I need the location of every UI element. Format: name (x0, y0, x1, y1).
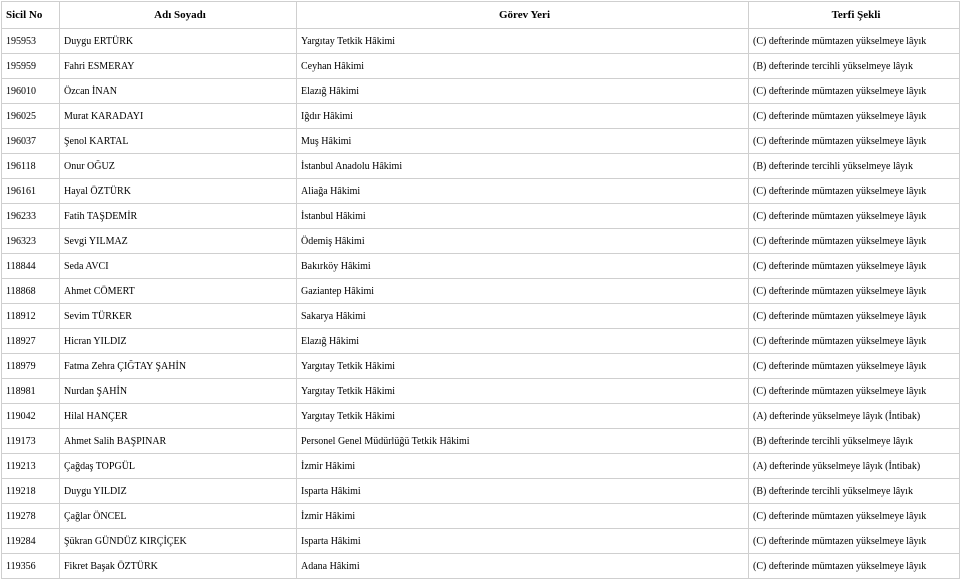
cell-gorev-yeri: İstanbul Anadolu Hâkimi (297, 154, 749, 179)
cell-terfi-sekli: (C) defterinde mümtazen yükselmeye lâyık (749, 179, 960, 204)
table-row (2, 304, 960, 329)
table-row (2, 504, 960, 529)
cell-adi-soyadi: Ahmet Salih BAŞPINAR (60, 429, 297, 454)
table-row (2, 29, 960, 54)
cell-adi-soyadi: Hicran YILDIZ (60, 329, 297, 354)
cell-adi-soyadi: Seda AVCI (60, 254, 297, 279)
cell-adi-soyadi: Fikret Başak ÖZTÜRK (60, 554, 297, 579)
cell-sicil-no: 196037 (2, 129, 60, 154)
cell-adi-soyadi: Duygu YILDIZ (60, 479, 297, 504)
table-row (2, 354, 960, 379)
cell-sicil-no: 119042 (2, 404, 60, 429)
cell-gorev-yeri: Yargıtay Tetkik Hâkimi (297, 354, 749, 379)
cell-sicil-no: 118979 (2, 354, 60, 379)
cell-terfi-sekli: (C) defterinde mümtazen yükselmeye lâyık (749, 504, 960, 529)
cell-gorev-yeri: Isparta Hâkimi (297, 479, 749, 504)
cell-sicil-no: 196323 (2, 229, 60, 254)
table-row (2, 379, 960, 404)
cell-adi-soyadi: Fahri ESMERAY (60, 54, 297, 79)
cell-terfi-sekli: (C) defterinde mümtazen yükselmeye lâyık (749, 554, 960, 579)
header-sicil-no: Sicil No (2, 2, 60, 29)
table-row (2, 454, 960, 479)
cell-sicil-no: 196161 (2, 179, 60, 204)
cell-gorev-yeri: İzmir Hâkimi (297, 504, 749, 529)
cell-terfi-sekli: (C) defterinde mümtazen yükselmeye lâyık (749, 229, 960, 254)
table-row (2, 429, 960, 454)
cell-sicil-no: 119173 (2, 429, 60, 454)
cell-gorev-yeri: Personel Genel Müdürlüğü Tetkik Hâkimi (297, 429, 749, 454)
cell-terfi-sekli: (C) defterinde mümtazen yükselmeye lâyık (749, 104, 960, 129)
cell-gorev-yeri: Ceyhan Hâkimi (297, 54, 749, 79)
cell-adi-soyadi: Fatma Zehra ÇIĞTAY ŞAHİN (60, 354, 297, 379)
cell-sicil-no: 196025 (2, 104, 60, 129)
cell-adi-soyadi: Fatih TAŞDEMİR (60, 204, 297, 229)
cell-adi-soyadi: Özcan İNAN (60, 79, 297, 104)
cell-terfi-sekli: (C) defterinde mümtazen yükselmeye lâyık (749, 304, 960, 329)
cell-sicil-no: 119284 (2, 529, 60, 554)
table-header (2, 2, 960, 29)
cell-adi-soyadi: Şükran GÜNDÜZ KIRÇİÇEK (60, 529, 297, 554)
cell-terfi-sekli: (A) defterinde yükselmeye lâyık (İntibak) (749, 454, 960, 479)
cell-terfi-sekli: (C) defterinde mümtazen yükselmeye lâyık (749, 79, 960, 104)
header-gorev-yeri: Görev Yeri (297, 2, 749, 29)
cell-sicil-no: 118844 (2, 254, 60, 279)
table-row (2, 254, 960, 279)
cell-adi-soyadi: Hayal ÖZTÜRK (60, 179, 297, 204)
table-row (2, 329, 960, 354)
cell-sicil-no: 119356 (2, 554, 60, 579)
cell-terfi-sekli: (C) defterinde mümtazen yükselmeye lâyık (749, 129, 960, 154)
table-row (2, 54, 960, 79)
cell-sicil-no: 119218 (2, 479, 60, 504)
cell-sicil-no: 119213 (2, 454, 60, 479)
cell-terfi-sekli: (C) defterinde mümtazen yükselmeye lâyık (749, 254, 960, 279)
cell-gorev-yeri: Muş Hâkimi (297, 129, 749, 154)
table-row (2, 404, 960, 429)
cell-terfi-sekli: (C) defterinde mümtazen yükselmeye lâyık (749, 29, 960, 54)
cell-gorev-yeri: Aliağa Hâkimi (297, 179, 749, 204)
cell-adi-soyadi: Ahmet CÖMERT (60, 279, 297, 304)
cell-adi-soyadi: Şenol KARTAL (60, 129, 297, 154)
cell-adi-soyadi: Çağlar ÖNCEL (60, 504, 297, 529)
table-row (2, 279, 960, 304)
header-terfi-sekli: Terfi Şekli (749, 2, 960, 29)
cell-gorev-yeri: İzmir Hâkimi (297, 454, 749, 479)
table-row (2, 154, 960, 179)
cell-gorev-yeri: Isparta Hâkimi (297, 529, 749, 554)
cell-adi-soyadi: Çağdaş TOPGÜL (60, 454, 297, 479)
table-row (2, 229, 960, 254)
table-row (2, 529, 960, 554)
cell-gorev-yeri: Sakarya Hâkimi (297, 304, 749, 329)
cell-gorev-yeri: Ödemiş Hâkimi (297, 229, 749, 254)
cell-sicil-no: 196233 (2, 204, 60, 229)
cell-sicil-no: 118868 (2, 279, 60, 304)
cell-adi-soyadi: Onur OĞUZ (60, 154, 297, 179)
table-body (2, 29, 960, 579)
table-row (2, 479, 960, 504)
table-row (2, 79, 960, 104)
cell-sicil-no: 196118 (2, 154, 60, 179)
cell-gorev-yeri: İstanbul Hâkimi (297, 204, 749, 229)
cell-sicil-no: 195959 (2, 54, 60, 79)
cell-terfi-sekli: (C) defterinde mümtazen yükselmeye lâyık (749, 329, 960, 354)
table-row (2, 104, 960, 129)
cell-terfi-sekli: (C) defterinde mümtazen yükselmeye lâyık (749, 204, 960, 229)
cell-gorev-yeri: Yargıtay Tetkik Hâkimi (297, 404, 749, 429)
cell-terfi-sekli: (C) defterinde mümtazen yükselmeye lâyık (749, 354, 960, 379)
cell-adi-soyadi: Hilal HANÇER (60, 404, 297, 429)
header-row (2, 2, 960, 29)
cell-terfi-sekli: (C) defterinde mümtazen yükselmeye lâyık (749, 279, 960, 304)
table-row (2, 129, 960, 154)
cell-adi-soyadi: Sevim TÜRKER (60, 304, 297, 329)
cell-gorev-yeri: Yargıtay Tetkik Hâkimi (297, 379, 749, 404)
header-adi-soyadi: Adı Soyadı (60, 2, 297, 29)
cell-sicil-no: 118927 (2, 329, 60, 354)
table-row (2, 554, 960, 579)
cell-terfi-sekli: (C) defterinde mümtazen yükselmeye lâyık (749, 379, 960, 404)
cell-sicil-no: 119278 (2, 504, 60, 529)
cell-gorev-yeri: Gaziantep Hâkimi (297, 279, 749, 304)
cell-adi-soyadi: Sevgi YILMAZ (60, 229, 297, 254)
cell-terfi-sekli: (B) defterinde tercihli yükselmeye lâyık (749, 429, 960, 454)
cell-terfi-sekli: (C) defterinde mümtazen yükselmeye lâyık (749, 529, 960, 554)
cell-gorev-yeri: Yargıtay Tetkik Hâkimi (297, 29, 749, 54)
cell-adi-soyadi: Nurdan ŞAHİN (60, 379, 297, 404)
cell-terfi-sekli: (B) defterinde tercihli yükselmeye lâyık (749, 54, 960, 79)
cell-terfi-sekli: (A) defterinde yükselmeye lâyık (İntibak) (749, 404, 960, 429)
cell-gorev-yeri: Elazığ Hâkimi (297, 329, 749, 354)
cell-adi-soyadi: Murat KARADAYI (60, 104, 297, 129)
promotion-table (1, 1, 960, 579)
cell-sicil-no: 196010 (2, 79, 60, 104)
cell-gorev-yeri: Bakırköy Hâkimi (297, 254, 749, 279)
cell-terfi-sekli: (B) defterinde tercihli yükselmeye lâyık (749, 154, 960, 179)
cell-gorev-yeri: Adana Hâkimi (297, 554, 749, 579)
cell-sicil-no: 195953 (2, 29, 60, 54)
table-row (2, 179, 960, 204)
cell-sicil-no: 118912 (2, 304, 60, 329)
table-row (2, 204, 960, 229)
cell-sicil-no: 118981 (2, 379, 60, 404)
cell-gorev-yeri: Elazığ Hâkimi (297, 79, 749, 104)
cell-adi-soyadi: Duygu ERTÜRK (60, 29, 297, 54)
cell-terfi-sekli: (B) defterinde tercihli yükselmeye lâyık (749, 479, 960, 504)
cell-gorev-yeri: Iğdır Hâkimi (297, 104, 749, 129)
